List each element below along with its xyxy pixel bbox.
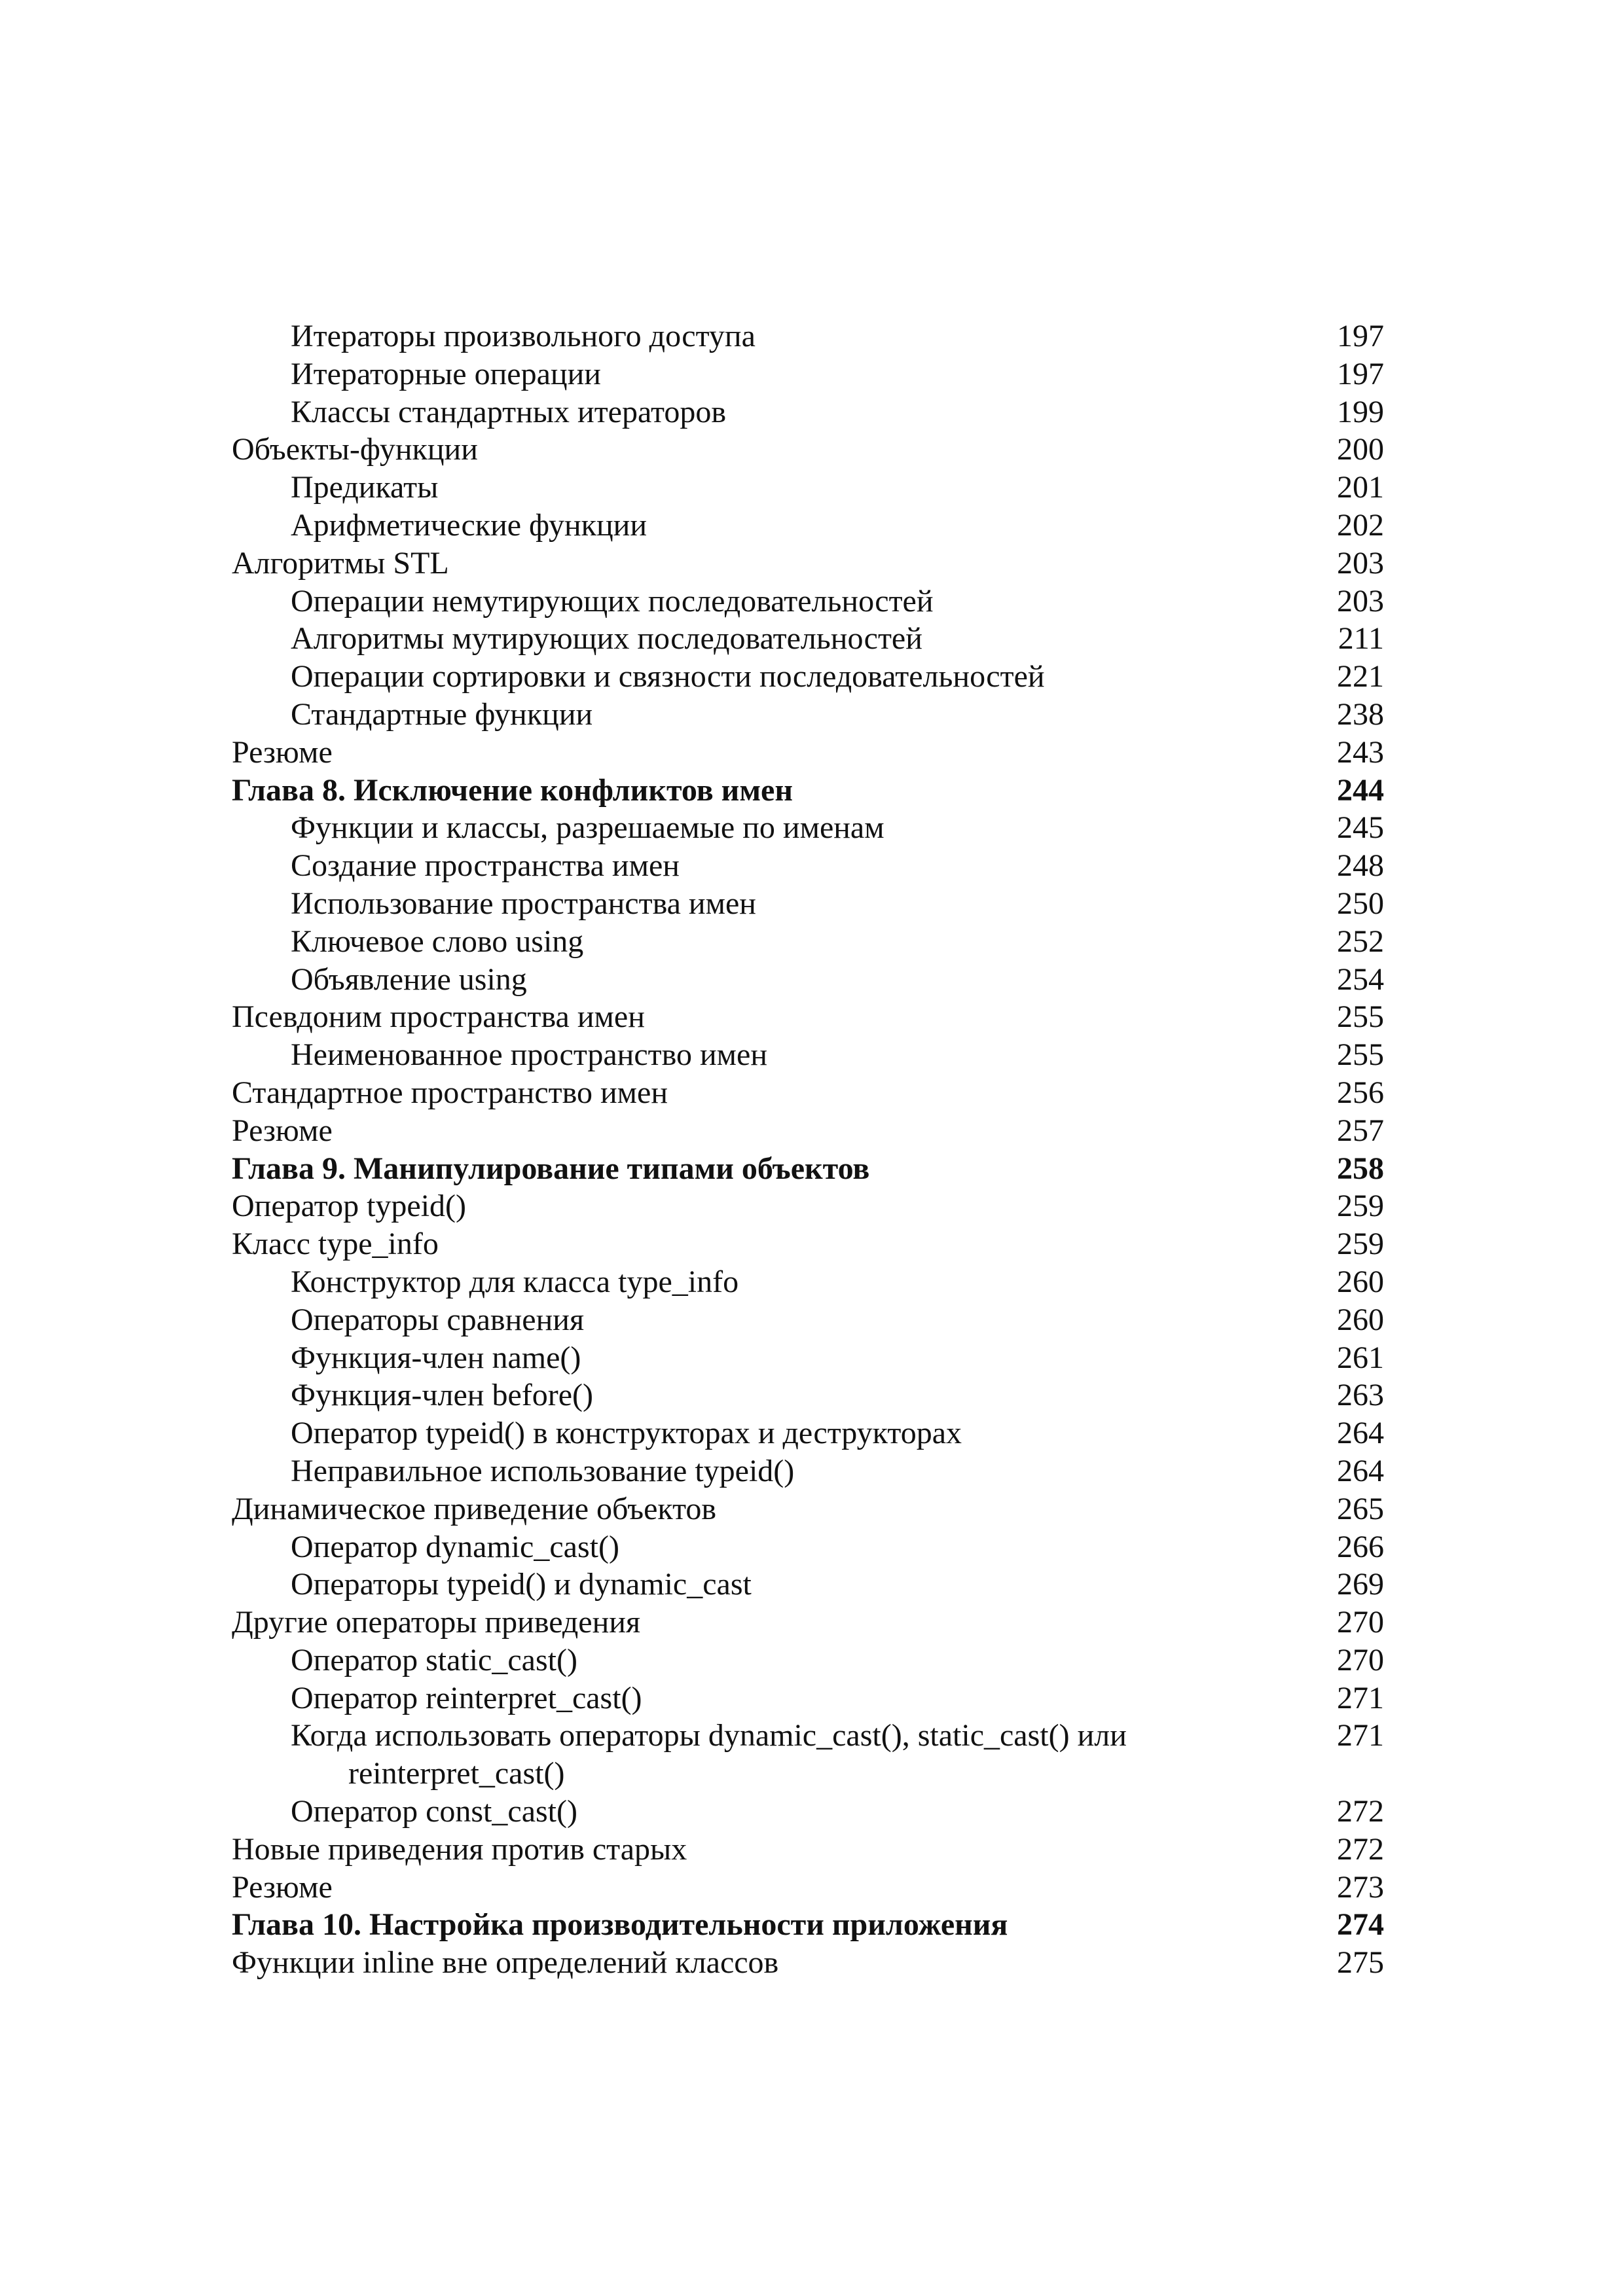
toc-entry [232, 469, 1384, 507]
toc-entry-page: 264 [1337, 1453, 1384, 1488]
toc-entry [232, 1112, 1384, 1150]
toc-entry-page: 263 [1337, 1378, 1384, 1413]
toc-entry-title: Оператор typeid() в конструкторах и деструкторах [291, 1416, 962, 1451]
toc-entry [232, 1831, 1384, 1869]
toc-entry-page: 272 [1337, 1831, 1384, 1867]
toc-entry [232, 1717, 1384, 1793]
toc-entry-page: 211 [1338, 621, 1384, 656]
toc-entry [232, 1301, 1384, 1339]
toc-entry-title-line: Когда использовать операторы dynamic_cast(), static_cast() или [291, 1718, 1127, 1753]
toc-entry-title: Операции сортировки и связности последовательностей [291, 659, 1045, 694]
toc-entry [232, 961, 1384, 999]
toc-entry [232, 1566, 1384, 1604]
toc-entry-title: Оператор const_cast() [291, 1794, 577, 1829]
toc-chapter-page: 244 [1337, 772, 1384, 808]
toc-entry-title: Операторы typeid() и dynamic_cast [291, 1567, 752, 1602]
toc-entry-title: Создание пространства имен [291, 848, 680, 884]
toc-entry-title: Итераторы произвольного доступа [291, 319, 756, 353]
toc-entry-page: 275 [1337, 1945, 1384, 1981]
toc-entry-title: Другие операторы приведения [232, 1605, 641, 1640]
toc-entry-title: Функция-член before() [291, 1378, 593, 1413]
toc-entry-title: Стандартное пространство имен [232, 1075, 668, 1110]
toc-entry-page: 199 [1337, 394, 1384, 429]
toc-entry-page: 256 [1337, 1075, 1384, 1110]
toc-entry [232, 583, 1384, 620]
toc-entry-page: 270 [1337, 1605, 1384, 1640]
toc-entry [232, 1679, 1384, 1717]
toc-entry-page: 271 [1337, 1718, 1384, 1753]
toc-entry-title: Динамическое приведение объектов [232, 1491, 717, 1526]
toc-entry [232, 923, 1384, 961]
toc-entry-page: 202 [1337, 507, 1384, 543]
toc-chapter-page: 258 [1337, 1151, 1384, 1186]
toc-entry-page: 265 [1337, 1491, 1384, 1526]
toc-entry-title: Использование пространства имен [291, 886, 756, 921]
toc-entry [232, 885, 1384, 923]
toc-entry-page: 200 [1337, 432, 1384, 467]
toc-entry-page: 197 [1337, 356, 1384, 391]
toc-entry-title: Резюме [232, 1113, 333, 1148]
toc-entry-title: Стандартные функции [291, 696, 593, 732]
toc-entry-page: 270 [1337, 1642, 1384, 1677]
toc-entry [232, 1944, 1384, 1982]
toc-entry-page: 248 [1337, 848, 1384, 884]
toc-entry [232, 317, 1384, 355]
toc-entry-title: Арифметические функции [291, 507, 647, 543]
toc-entry-title: Оператор typeid() [232, 1189, 467, 1224]
toc-entry [232, 1869, 1384, 1907]
toc-entry-title: Оператор static_cast() [291, 1642, 577, 1677]
toc-entry [232, 847, 1384, 885]
toc-entry-title: Резюме [232, 734, 333, 770]
toc-chapter-entry [232, 1906, 1384, 1944]
toc-entry-page: 221 [1337, 659, 1384, 694]
toc-entry-page: 272 [1337, 1794, 1384, 1829]
table-of-contents [232, 317, 1384, 1982]
toc-entry-title: Ключевое слово using [291, 924, 584, 959]
toc-entry [232, 998, 1384, 1036]
toc-entry-page: 260 [1337, 1302, 1384, 1337]
toc-chapter-page: 274 [1337, 1907, 1384, 1943]
toc-entry-page: 250 [1337, 886, 1384, 921]
toc-entry-title: Операторы сравнения [291, 1302, 585, 1337]
toc-entry-title: Классы стандартных итераторов [291, 394, 727, 429]
toc-entry-page: 260 [1337, 1264, 1384, 1299]
toc-entry [232, 507, 1384, 545]
toc-entry-title: Конструктор для класса type_info [291, 1264, 739, 1299]
toc-entry-page: 259 [1337, 1227, 1384, 1262]
toc-entry-title: Функции и классы, разрешаемые по именам [291, 810, 884, 846]
toc-entry [232, 620, 1384, 658]
toc-entry-page: 245 [1337, 810, 1384, 846]
toc-entry-title [232, 1717, 1127, 1793]
toc-entry-page: 271 [1337, 1680, 1384, 1715]
toc-entry-title: Оператор reinterpret_cast() [291, 1680, 642, 1715]
toc-entry [232, 355, 1384, 393]
toc-entry-title: Неправильное использование typeid() [291, 1453, 795, 1488]
toc-entry [232, 1490, 1384, 1528]
toc-entry-page: 197 [1337, 319, 1384, 353]
toc-entry-title: Алгоритмы STL [232, 545, 449, 581]
toc-chapter-title: Глава 8. Исключение конфликтов имен [232, 772, 793, 808]
toc-entry-page: 201 [1337, 470, 1384, 505]
toc-entry [232, 734, 1384, 772]
toc-entry-page: 203 [1337, 545, 1384, 581]
toc-entry [232, 431, 1384, 469]
toc-entry [232, 393, 1384, 431]
toc-entry-title: Новые приведения против старых [232, 1831, 687, 1867]
toc-entry-page: 203 [1337, 583, 1384, 619]
toc-entry-title: Резюме [232, 1869, 333, 1905]
toc-entry-title: Итераторные операции [291, 356, 601, 391]
toc-entry-page: 257 [1337, 1113, 1384, 1148]
toc-entry [232, 1339, 1384, 1377]
toc-entry-title: Функция-член name() [291, 1340, 581, 1375]
toc-entry [232, 1225, 1384, 1263]
toc-entry [232, 1376, 1384, 1414]
toc-entry-page: 255 [1337, 1037, 1384, 1073]
toc-entry-title: Объявление using [291, 961, 527, 997]
toc-entry [232, 1414, 1384, 1452]
toc-entry-title: Класс type_info [232, 1227, 439, 1262]
toc-entry-title: Неименованное пространство имен [291, 1037, 768, 1073]
toc-entry [232, 1036, 1384, 1074]
toc-entry-title: Алгоритмы мутирующих последовательностей [291, 621, 922, 656]
toc-entry-page: 259 [1337, 1189, 1384, 1224]
toc-entry-title: Псевдоним пространства имен [232, 999, 645, 1035]
toc-chapter-title: Глава 9. Манипулирование типами объектов [232, 1151, 870, 1186]
toc-entry-page: 266 [1337, 1529, 1384, 1564]
toc-entry-page: 243 [1337, 734, 1384, 770]
toc-entry-title-continuation: reinterpret_cast() [348, 1756, 565, 1791]
toc-entry-page: 273 [1337, 1869, 1384, 1905]
toc-entry [232, 1528, 1384, 1566]
toc-entry-title: Предикаты [291, 470, 439, 505]
toc-entry-title: Объекты-функции [232, 432, 478, 467]
toc-entry-title: Операции немутирующих последовательностей [291, 583, 934, 619]
toc-entry-title: Функции inline вне определений классов [232, 1945, 779, 1981]
toc-entry [232, 809, 1384, 847]
toc-chapter-entry [232, 1150, 1384, 1188]
toc-entry-page: 264 [1337, 1416, 1384, 1451]
toc-entry-page: 261 [1337, 1340, 1384, 1375]
toc-chapter-title: Глава 10. Настройка производительности приложения [232, 1907, 1008, 1943]
toc-entry [232, 1452, 1384, 1490]
toc-entry [232, 1187, 1384, 1225]
toc-entry [232, 1641, 1384, 1679]
toc-entry-page: 269 [1337, 1567, 1384, 1602]
toc-entry [232, 696, 1384, 734]
toc-entry [232, 1604, 1384, 1641]
toc-entry [232, 545, 1384, 583]
toc-entry [232, 1263, 1384, 1301]
toc-entry [232, 1793, 1384, 1831]
toc-chapter-entry [232, 772, 1384, 810]
toc-entry-page: 255 [1337, 999, 1384, 1035]
toc-entry-page: 238 [1337, 696, 1384, 732]
toc-entry [232, 1074, 1384, 1112]
toc-entry-page: 254 [1337, 961, 1384, 997]
toc-entry [232, 658, 1384, 696]
toc-entry-title: Оператор dynamic_cast() [291, 1529, 619, 1564]
toc-entry-page: 252 [1337, 924, 1384, 959]
